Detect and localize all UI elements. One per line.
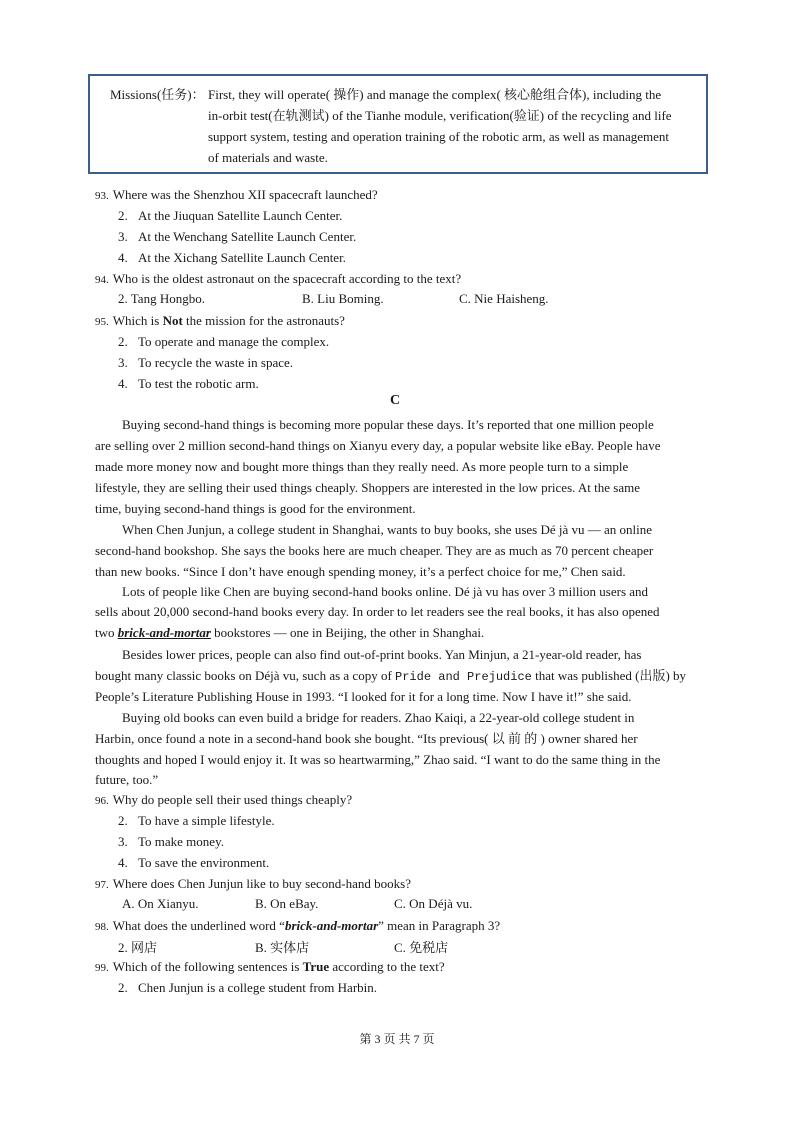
option-98-c[interactable]: C. 免税店 bbox=[394, 940, 449, 955]
passage-line: Buying old books can even build a bridge for readers. Zhao Kaiqi, a 22-year-old college student in bbox=[122, 710, 635, 725]
missions-label: Missions(任务)： bbox=[110, 87, 205, 102]
option-97-b[interactable]: B. On eBay. bbox=[255, 896, 319, 911]
question-94: 94. Who is the oldest astronaut on the spacecraft according to the text? bbox=[95, 271, 462, 286]
passage-line: sells about 20,000 second-hand books every day. In order to let readers see the real books, it has also opened bbox=[95, 604, 660, 619]
option-94-c[interactable]: C. Nie Haisheng. bbox=[459, 291, 549, 306]
options-98 bbox=[0, 937, 794, 955]
passage-line: lifestyle, they are selling their used things cheaply. Shoppers are interested in the low prices. At the same bbox=[95, 480, 641, 495]
missions-line-2: in-orbit test(在轨测试) of the Tianhe module, verification(验证) of the recycling and life bbox=[208, 108, 672, 123]
option-93-1[interactable]: 2. At the Jiuquan Satellite Launch Center. bbox=[118, 208, 343, 223]
question-95: 95. Which is Not the mission for the astronauts? bbox=[95, 313, 345, 328]
option-93-3[interactable]: 4. At the Xichang Satellite Launch Center. bbox=[118, 250, 346, 265]
page-footer: 第 3 页 共 7 页 bbox=[359, 1032, 435, 1046]
passage-line: Harbin, once found a note in a second-hand book she bought. “Its previous( 以 前 的 ) owner shared her bbox=[95, 731, 638, 746]
option-95-2[interactable]: 3. To recycle the waste in space. bbox=[118, 355, 294, 370]
question-text: Where was the Shenzhou XII spacecraft launched? bbox=[112, 187, 378, 202]
option-96-1[interactable]: 2. To have a simple lifestyle. bbox=[118, 813, 275, 828]
passage-line: time, buying second-hand things is good for the environment. bbox=[95, 501, 416, 516]
section-heading: C bbox=[390, 393, 401, 408]
passage-line: thoughts and hoped I would enjoy it. It was so heartwarming,” Zhao said. “I want to do the same thing in the bbox=[95, 752, 661, 767]
options-97 bbox=[0, 896, 794, 914]
question-98: 98. What does the underlined word “brick-and-mortar” mean in Paragraph 3? bbox=[95, 918, 501, 933]
passage-line: than new books. “Since I don’t have enough spending money, it’s a perfect choice for me,” Chen said. bbox=[95, 564, 626, 579]
passage-line: two brick-and-mortar bookstores — one in Beijing, the other in Shanghai. bbox=[95, 625, 485, 640]
missions-line-4: of materials and waste. bbox=[208, 150, 328, 165]
missions-box bbox=[88, 74, 708, 174]
option-93-2[interactable]: 3. At the Wenchang Satellite Launch Center. bbox=[118, 229, 357, 244]
option-97-a[interactable]: A. On Xianyu. bbox=[122, 896, 199, 911]
question-97: 97. Where does Chen Junjun like to buy second-hand books? bbox=[95, 876, 411, 891]
option-98-a[interactable]: 2. 网店 bbox=[118, 940, 158, 955]
passage-line: bought many classic books on Déjà vu, such as a copy of Pride and Prejudice that was published (出版) by bbox=[95, 668, 687, 684]
option-95-1[interactable]: 2. To operate and manage the complex. bbox=[118, 334, 330, 349]
question-number: 93. bbox=[95, 190, 109, 202]
option-99-1[interactable]: 2. Chen Junjun is a college student from Harbin. bbox=[118, 980, 378, 995]
passage-line: Lots of people like Chen are buying second-hand books online. Dé jà vu has over 3 million users and bbox=[122, 584, 649, 599]
option-98-b[interactable]: B. 实体店 bbox=[255, 940, 310, 955]
passage-line: Buying second-hand things is becoming more popular these days. It’s reported that one million people bbox=[122, 417, 654, 432]
options-94 bbox=[0, 291, 794, 309]
question-99: 99. Which of the following sentences is True according to the text? bbox=[95, 959, 445, 974]
option-96-3[interactable]: 4. To save the environment. bbox=[118, 855, 270, 870]
question-96: 96. Why do people sell their used things cheaply? bbox=[95, 792, 353, 807]
option-97-c[interactable]: C. On Déjà vu. bbox=[394, 896, 473, 911]
passage-line: made more money now and bought more things than they really need. As more people turn to a simple bbox=[95, 459, 629, 474]
passage-line: are selling over 2 million second-hand things on Xianyu every day, a popular website like eBay. People have bbox=[95, 438, 661, 453]
passage-line: Besides lower prices, people can also find out-of-print books. Yan Minjun, a 21-year-old reader, has bbox=[122, 647, 642, 662]
option-96-2[interactable]: 3. To make money. bbox=[118, 834, 224, 849]
quoted-term: brick-and-mortar bbox=[284, 918, 379, 933]
passage-line: People’s Literature Publishing House in 1993. “I looked for it for a long time. Now I have it!” she said. bbox=[95, 689, 632, 704]
underlined-term: brick-and-mortar bbox=[117, 625, 211, 640]
question-93 bbox=[95, 186, 378, 205]
missions-line-1: First, they will operate( 操作) and manage the complex( 核心舱组合体), including the bbox=[208, 87, 662, 102]
missions-line-3: support system, testing and operation training of the robotic arm, as well as management bbox=[208, 129, 670, 144]
passage-line: When Chen Junjun, a college student in Shanghai, wants to buy books, she uses Dé jà vu — an online bbox=[122, 522, 653, 537]
passage-line: future, too.” bbox=[95, 772, 159, 787]
passage-line: second-hand bookshop. She says the books here are much cheaper. They are as much as 70 percent cheaper bbox=[95, 543, 654, 558]
option-95-3[interactable]: 4. To test the robotic arm. bbox=[118, 376, 259, 391]
option-94-b[interactable]: B. Liu Boming. bbox=[302, 291, 384, 306]
book-title: Pride and Prejudice bbox=[395, 670, 532, 684]
option-94-a[interactable]: 2. Tang Hongbo. bbox=[118, 291, 205, 306]
